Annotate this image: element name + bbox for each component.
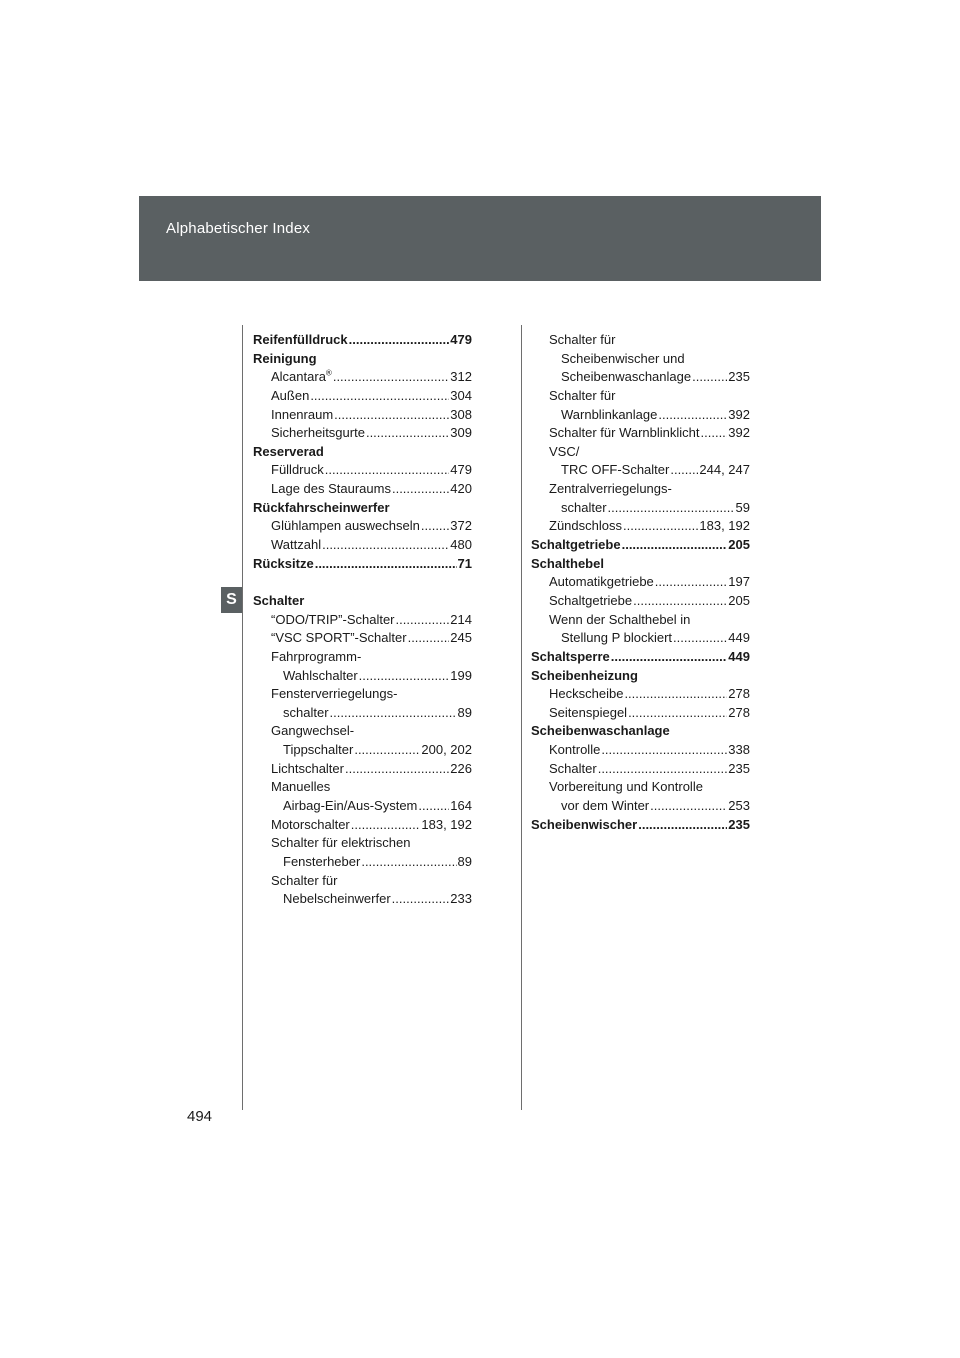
index-entry-term: Glühlampen auswechseln [271, 518, 420, 534]
column-divider-left [242, 325, 243, 1110]
index-entry-term: Reinigung [253, 350, 317, 366]
dot-leader [628, 704, 727, 723]
index-entry [253, 797, 472, 816]
index-entry-term: Rücksitze [253, 555, 314, 571]
index-entry-page: 278 [728, 704, 750, 720]
index-entry-page: 245 [450, 630, 472, 646]
index-entry-term: Scheibenwaschanlage [531, 723, 670, 739]
dot-leader [354, 741, 420, 760]
index-entry-page: 312 [450, 369, 472, 385]
index-entry [531, 461, 750, 480]
dot-leader [330, 704, 457, 723]
index-entry [531, 797, 750, 816]
index-entry-term: Schalter [253, 592, 305, 608]
index-entry-term: Schalter für elektrischen [271, 835, 411, 851]
index-entry [531, 573, 750, 592]
index-entry-term: Rückfahrscheinwerfer [253, 499, 390, 515]
index-entry [253, 667, 472, 686]
index-entry-term: Tippschalter [283, 742, 354, 758]
dot-leader [408, 629, 450, 648]
index-entry-term: Schalter für Warnblinklicht [549, 425, 700, 441]
dot-leader [396, 611, 450, 630]
index-entry-page: 449 [728, 630, 750, 646]
index-entry-term: Schalter [549, 760, 597, 776]
index-entry-term: Schalthebel [531, 555, 604, 571]
dot-leader [351, 816, 421, 835]
index-entry-page: 59 [735, 499, 750, 515]
index-entry [531, 499, 750, 518]
index-entry [531, 629, 750, 648]
page-number: 494 [187, 1108, 213, 1125]
index-entry-term: Wahlschalter [283, 667, 358, 683]
index-entry-page: 420 [450, 481, 472, 497]
dot-leader [315, 555, 457, 574]
index-entry-term: Alcantara® [271, 368, 332, 385]
dot-leader [322, 536, 449, 555]
index-entry-page: 226 [450, 760, 472, 776]
index-entry-page: 197 [728, 574, 750, 590]
dot-leader [418, 797, 449, 816]
dot-leader [670, 461, 698, 480]
index-entry [253, 387, 472, 406]
index-entry-term: Fülldruck [271, 462, 324, 478]
dot-leader [601, 741, 727, 760]
index-entry [253, 834, 472, 853]
index-entry-page: 372 [450, 518, 472, 534]
index-entry [531, 611, 750, 630]
index-entry [253, 648, 472, 667]
index-entry [531, 517, 750, 536]
index-entry-page: 199 [450, 667, 472, 683]
dot-leader [692, 368, 727, 387]
dot-leader [325, 461, 450, 480]
index-entry-page: 235 [728, 369, 750, 385]
dot-leader [366, 424, 449, 443]
index-entry-term: Fensterheber [283, 853, 361, 869]
index-entry-page: 392 [728, 425, 750, 441]
index-entry-term: Zündschloss [549, 518, 622, 534]
index-entry-term: schalter [283, 704, 329, 720]
index-entry [531, 760, 750, 779]
index-entry [531, 704, 750, 723]
index-entry-page: 244, 247 [699, 462, 750, 478]
dot-leader [624, 685, 727, 704]
dot-leader [598, 760, 728, 779]
index-entry [531, 555, 750, 574]
index-entry-term: vor dem Winter [561, 798, 650, 814]
index-entry-term: Airbag-Ein/Aus-System [283, 798, 418, 814]
index-entry [253, 424, 472, 443]
index-entry-term: Schaltgetriebe [549, 592, 633, 608]
index-column-right [531, 331, 750, 834]
header-title: Alphabetischer Index [166, 220, 311, 237]
index-entry-term: Schalter für [271, 872, 338, 888]
index-entry [253, 517, 472, 536]
dot-leader [673, 629, 727, 648]
index-letter-tab: S [221, 587, 242, 613]
index-entry [253, 853, 472, 872]
index-entry-page: 235 [728, 760, 750, 776]
index-entry-term: Fahrprogramm- [271, 648, 362, 664]
index-entry-page: 480 [450, 537, 472, 553]
index-entry-page: 479 [450, 332, 472, 347]
index-entry [531, 592, 750, 611]
dot-leader [361, 853, 456, 872]
index-entry [531, 350, 750, 369]
index-entry-term: Sicherheitsgurte [271, 425, 365, 441]
dot-leader [638, 816, 727, 835]
index-entry [253, 722, 472, 741]
index-entry [531, 536, 750, 555]
index-entry [253, 778, 472, 797]
index-entry-page: 235 [728, 816, 750, 832]
index-entry-term: Scheibenwaschanlage [561, 369, 692, 385]
dot-leader [333, 368, 449, 387]
index-entry [531, 331, 750, 350]
index-entry-term: Lage des Stauraums [271, 481, 391, 497]
index-entry [531, 443, 750, 462]
index-entry [253, 704, 472, 723]
index-entry-page: 200, 202 [421, 742, 472, 758]
index-entry-page: 304 [450, 387, 472, 403]
index-entry [253, 461, 472, 480]
index-entry-term: Außen [271, 387, 310, 403]
index-entry-term: Lichtschalter [271, 760, 344, 776]
index-entry-page: 253 [728, 798, 750, 814]
index-entry-page: 338 [728, 742, 750, 758]
index-entry [531, 778, 750, 797]
index-entry-page: 205 [728, 537, 750, 553]
index-entry-term: Reifenfülldruck [253, 332, 348, 347]
dot-leader [345, 760, 449, 779]
index-entry [253, 368, 472, 387]
index-entry-page: 183, 192 [421, 816, 472, 832]
index-entry-term: Schaltgetriebe [531, 537, 621, 553]
index-entry [253, 872, 472, 891]
index-entry [531, 816, 750, 835]
index-entry [253, 629, 472, 648]
index-entry-term: Innenraum [271, 406, 334, 422]
index-entry [531, 741, 750, 760]
dot-leader [650, 797, 727, 816]
dot-leader [611, 648, 728, 667]
dot-leader [608, 499, 735, 518]
index-entry-term: Reserverad [253, 443, 324, 459]
dot-leader [392, 890, 450, 909]
index-entry [253, 573, 472, 592]
index-entry-page: 308 [450, 406, 472, 422]
index-entry-term: TRC OFF-Schalter [561, 462, 670, 478]
index-entry-term: Nebelscheinwerfer [283, 891, 391, 907]
index-entry [253, 480, 472, 499]
dot-leader [310, 387, 449, 406]
index-entry [531, 387, 750, 406]
dot-leader [623, 517, 698, 536]
index-entry-term: Wattzahl [271, 537, 322, 553]
index-entry-page: 89 [457, 853, 472, 869]
index-entry-page: 164 [450, 798, 472, 814]
dot-leader [622, 536, 728, 555]
dot-leader [658, 406, 727, 425]
index-column-left [253, 331, 472, 909]
index-entry [253, 331, 472, 350]
index-entry-term: Schalter für [549, 332, 616, 347]
index-entry [531, 424, 750, 443]
index-entry-page: 89 [457, 704, 472, 720]
index-entry-term: Scheibenwischer und [561, 350, 685, 366]
index-entry-term: “ODO/TRIP”-Schalter [271, 611, 395, 627]
registered-mark: ® [325, 368, 332, 378]
index-entry [531, 480, 750, 499]
index-entry [531, 406, 750, 425]
index-entry-term: Motorschalter [271, 816, 350, 832]
index-entry [253, 611, 472, 630]
index-entry-term: Seitenspiegel [549, 704, 628, 720]
index-entry-page: 278 [728, 686, 750, 702]
index-entry [253, 555, 472, 574]
index-entry [531, 648, 750, 667]
index-entry-term: schalter [561, 499, 607, 515]
index-entry-term: Stellung P blockiert [561, 630, 673, 646]
index-entry-term: Kontrolle [549, 742, 601, 758]
index-entry-term: Schalter für [549, 387, 616, 403]
dot-leader [359, 667, 450, 686]
index-entry [253, 406, 472, 425]
index-entry [531, 685, 750, 704]
index-entry [253, 685, 472, 704]
index-entry [253, 592, 472, 611]
index-entry-page: 183, 192 [699, 518, 750, 534]
index-entry [531, 368, 750, 387]
dot-leader [633, 592, 727, 611]
column-divider-middle [521, 325, 522, 1110]
dot-leader [349, 331, 450, 350]
index-entry-page: 205 [728, 592, 750, 608]
index-entry [253, 350, 472, 369]
index-entry-page: 214 [450, 611, 472, 627]
dot-leader [421, 517, 449, 536]
index-entry-term: Scheibenheizung [531, 667, 638, 683]
index-entry-term: Scheibenwischer [531, 816, 638, 832]
index-entry-page: 309 [450, 425, 472, 441]
index-entry [253, 890, 472, 909]
index-entry [531, 667, 750, 686]
dot-leader [701, 424, 728, 443]
index-entry-term: Fensterverriegelungs- [271, 686, 398, 702]
index-entry [253, 741, 472, 760]
index-entry-page: 233 [450, 891, 472, 907]
index-entry-term: “VSC SPORT”-Schalter [271, 630, 407, 646]
index-entry-page: 449 [728, 648, 750, 664]
index-entry-term: Vorbereitung und Kontrolle [549, 779, 703, 795]
index-entry [253, 536, 472, 555]
index-entry-term: Schaltsperre [531, 648, 610, 664]
index-entry [253, 760, 472, 779]
index-entry-term: VSC/ [549, 443, 580, 459]
index-entry-page: 479 [450, 462, 472, 478]
dot-leader [392, 480, 449, 499]
index-entry-page: 392 [728, 406, 750, 422]
dot-leader [655, 573, 728, 592]
index-entry-term: Manuelles [271, 779, 331, 795]
index-entry [253, 816, 472, 835]
dot-leader [334, 406, 449, 425]
index-entry-term: Heckscheibe [549, 686, 624, 702]
index-entry-term: Automatikgetriebe [549, 574, 654, 590]
index-entry [253, 499, 472, 518]
index-entry [253, 443, 472, 462]
index-entry [531, 722, 750, 741]
index-entry-term: Warnblinkanlage [561, 406, 658, 422]
index-entry-term: Wenn der Schalthebel in [549, 611, 691, 627]
section-header [139, 196, 821, 281]
index-entry-page: 71 [457, 555, 472, 571]
index-entry-term: Zentralverriegelungs- [549, 481, 672, 497]
index-entry-term: Gangwechsel- [271, 723, 355, 739]
